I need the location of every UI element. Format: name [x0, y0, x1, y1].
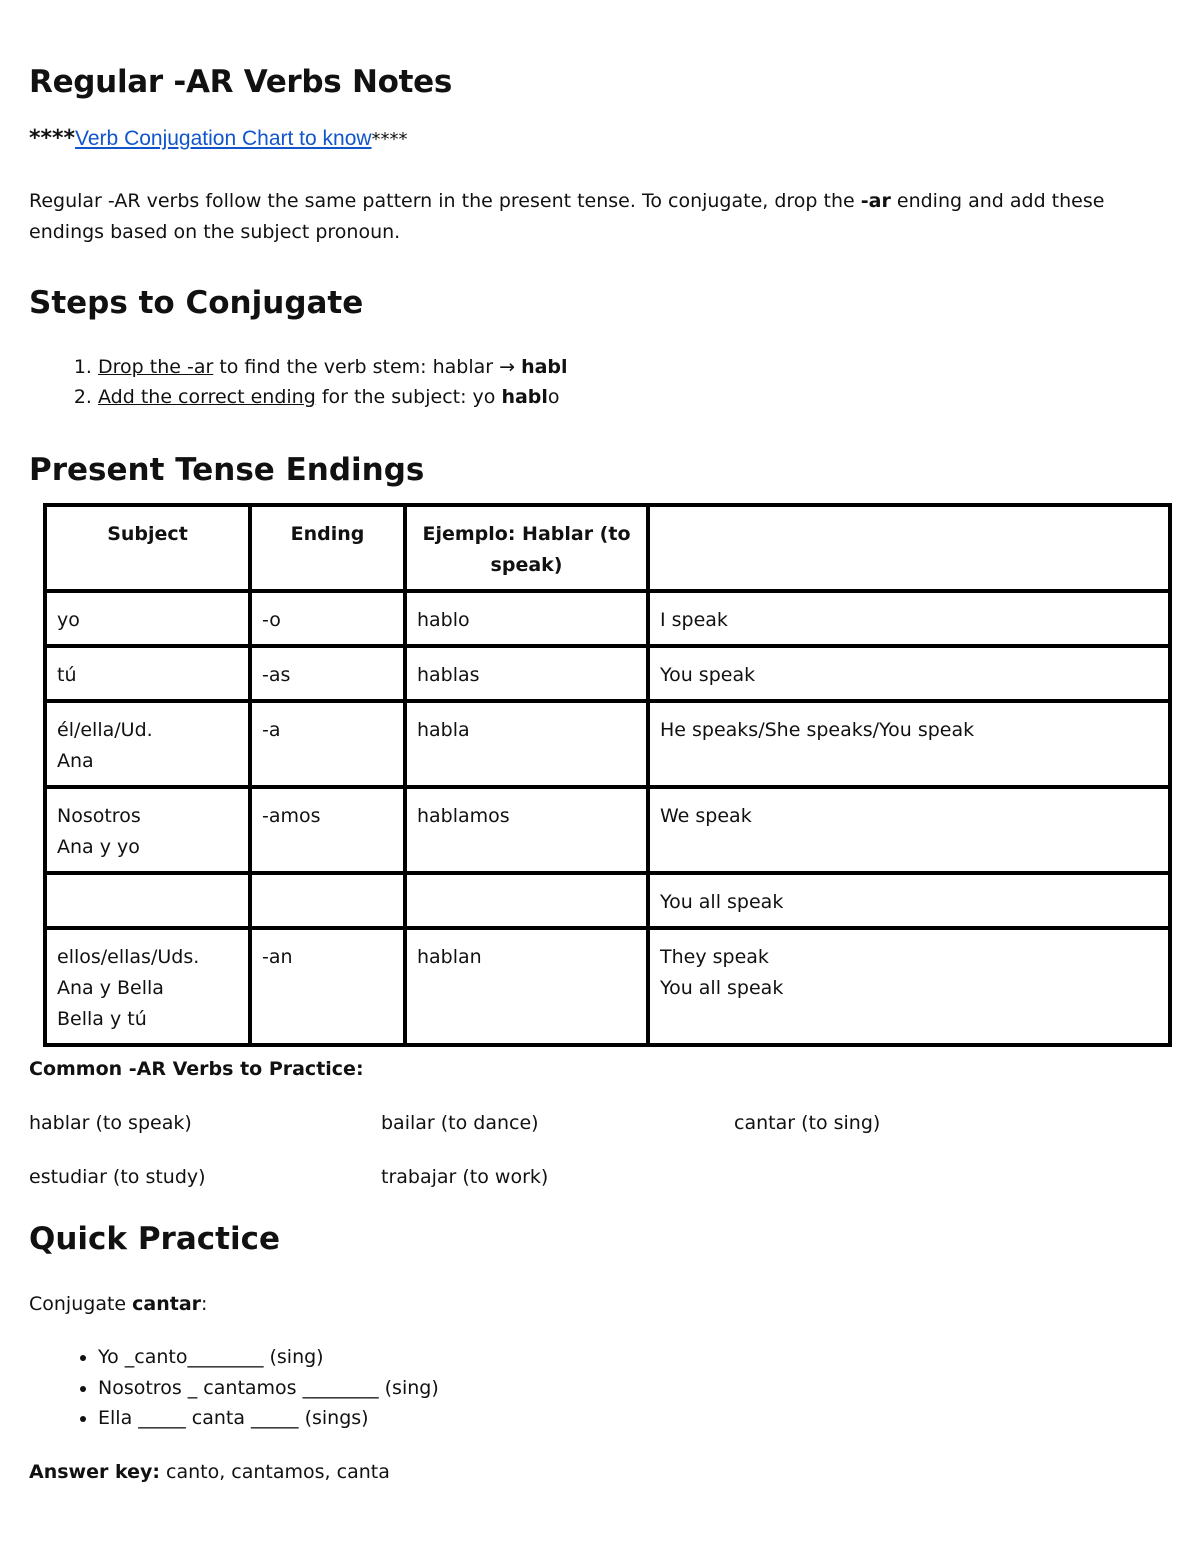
cell-example: hablo — [405, 591, 648, 646]
subject-line: yo — [57, 609, 80, 631]
answer-key-label: Answer key: — [29, 1461, 160, 1483]
cell-example: hablas — [405, 646, 648, 701]
answer-key-value: canto, cantamos, canta — [159, 1461, 390, 1483]
cell-example: hablamos — [405, 787, 648, 873]
subject-line: Nosotros — [57, 805, 141, 827]
common-verb-item: hablar (to speak) — [29, 1112, 192, 1134]
cell-meaning — [648, 591, 1170, 646]
cell-ending — [250, 873, 405, 928]
subject-line: él/ella/Ud. — [57, 719, 153, 741]
header-example: Ejemplo: Hablar (to speak) — [405, 505, 648, 591]
meaning-line: We speak — [660, 805, 752, 827]
cell-subject — [45, 928, 250, 1045]
cell-example: hablan — [405, 928, 648, 1045]
subject-line: Bella y tú — [57, 1008, 147, 1030]
subject-line: Ana y yo — [57, 836, 140, 858]
step-tail: o — [547, 386, 560, 408]
practice-prompt-tail: : — [201, 1293, 208, 1315]
intro-text-2: ending and add these endings based on the subject pronoun. — [29, 190, 1105, 243]
practice-item: • Yo _canto________ (sing) — [98, 1342, 439, 1373]
intro-text-1: Regular -AR verbs follow the same pattern in the present tense. To conjugate, drop the — [29, 190, 861, 212]
common-verb-item: trabajar (to work) — [381, 1166, 549, 1188]
cell-ending: -amos — [250, 787, 405, 873]
table-row — [45, 928, 1170, 1045]
stars-suffix: **** — [371, 129, 408, 150]
cell-subject — [45, 591, 250, 646]
answer-key — [29, 1457, 390, 1488]
cell-ending: -an — [250, 928, 405, 1045]
intro-bold: -ar — [860, 190, 891, 212]
practice-heading: Quick Practice — [29, 1221, 280, 1257]
step-underlined: Drop the -ar — [98, 356, 214, 378]
cell-meaning — [648, 928, 1170, 1045]
practice-item: • Nosotros _ cantamos ________ (sing) — [98, 1373, 439, 1404]
meaning-line: You all speak — [660, 977, 784, 999]
intro-paragraph — [29, 186, 1169, 248]
page-title: Regular -AR Verbs Notes — [29, 64, 452, 100]
cell-meaning — [648, 873, 1170, 928]
table-header-row — [45, 505, 1170, 591]
chart-link-line — [29, 126, 408, 151]
meaning-line: I speak — [660, 609, 728, 631]
table-row — [45, 787, 1170, 873]
table-row — [45, 646, 1170, 701]
cell-meaning — [648, 701, 1170, 787]
header-ending: Ending — [250, 505, 405, 591]
practice-prompt — [29, 1289, 207, 1320]
cell-meaning — [648, 646, 1170, 701]
cell-subject — [45, 701, 250, 787]
practice-prompt-verb: cantar — [132, 1293, 202, 1315]
subject-line: Ana — [57, 750, 94, 772]
common-verbs-title: Common -AR Verbs to Practice: — [29, 1058, 364, 1080]
step-item — [98, 382, 568, 412]
step-item — [98, 352, 568, 382]
endings-heading: Present Tense Endings — [29, 452, 425, 488]
meaning-line: You speak — [660, 664, 756, 686]
step-text: to find the verb stem: hablar → — [213, 356, 522, 378]
cell-subject — [45, 873, 250, 928]
cell-ending: -as — [250, 646, 405, 701]
step-text: for the subject: yo — [315, 386, 502, 408]
common-verb-item: bailar (to dance) — [381, 1112, 539, 1134]
steps-list — [62, 352, 568, 412]
cell-meaning — [648, 787, 1170, 873]
table-row — [45, 701, 1170, 787]
common-verb-item: estudiar (to study) — [29, 1166, 206, 1188]
step-underlined: Add the correct ending — [98, 386, 316, 408]
practice-item: • Ella _____ canta _____ (sings) — [98, 1403, 439, 1434]
verb-chart-link[interactable]: Verb Conjugation Chart to know — [75, 127, 372, 150]
common-verb-item: cantar (to sing) — [734, 1112, 881, 1134]
practice-prompt-text: Conjugate — [29, 1293, 133, 1315]
cell-example — [405, 873, 648, 928]
subject-line: tú — [57, 664, 77, 686]
step-bold: habl — [521, 356, 568, 378]
meaning-line: He speaks/She speaks/You speak — [660, 719, 975, 741]
meaning-line: They speak — [660, 946, 769, 968]
practice-list — [62, 1342, 439, 1434]
subject-line: ellos/ellas/Uds. — [57, 946, 200, 968]
endings-table — [43, 503, 1172, 1047]
header-meaning — [648, 505, 1170, 591]
cell-ending: -a — [250, 701, 405, 787]
table-row — [45, 591, 1170, 646]
cell-ending: -o — [250, 591, 405, 646]
meaning-line: You all speak — [660, 891, 784, 913]
step-bold: habl — [501, 386, 548, 408]
header-subject: Subject — [45, 505, 250, 591]
cell-subject — [45, 646, 250, 701]
cell-subject — [45, 787, 250, 873]
stars-prefix: **** — [29, 126, 76, 151]
cell-example: habla — [405, 701, 648, 787]
steps-heading: Steps to Conjugate — [29, 285, 364, 321]
table-row — [45, 873, 1170, 928]
subject-line: Ana y Bella — [57, 977, 164, 999]
